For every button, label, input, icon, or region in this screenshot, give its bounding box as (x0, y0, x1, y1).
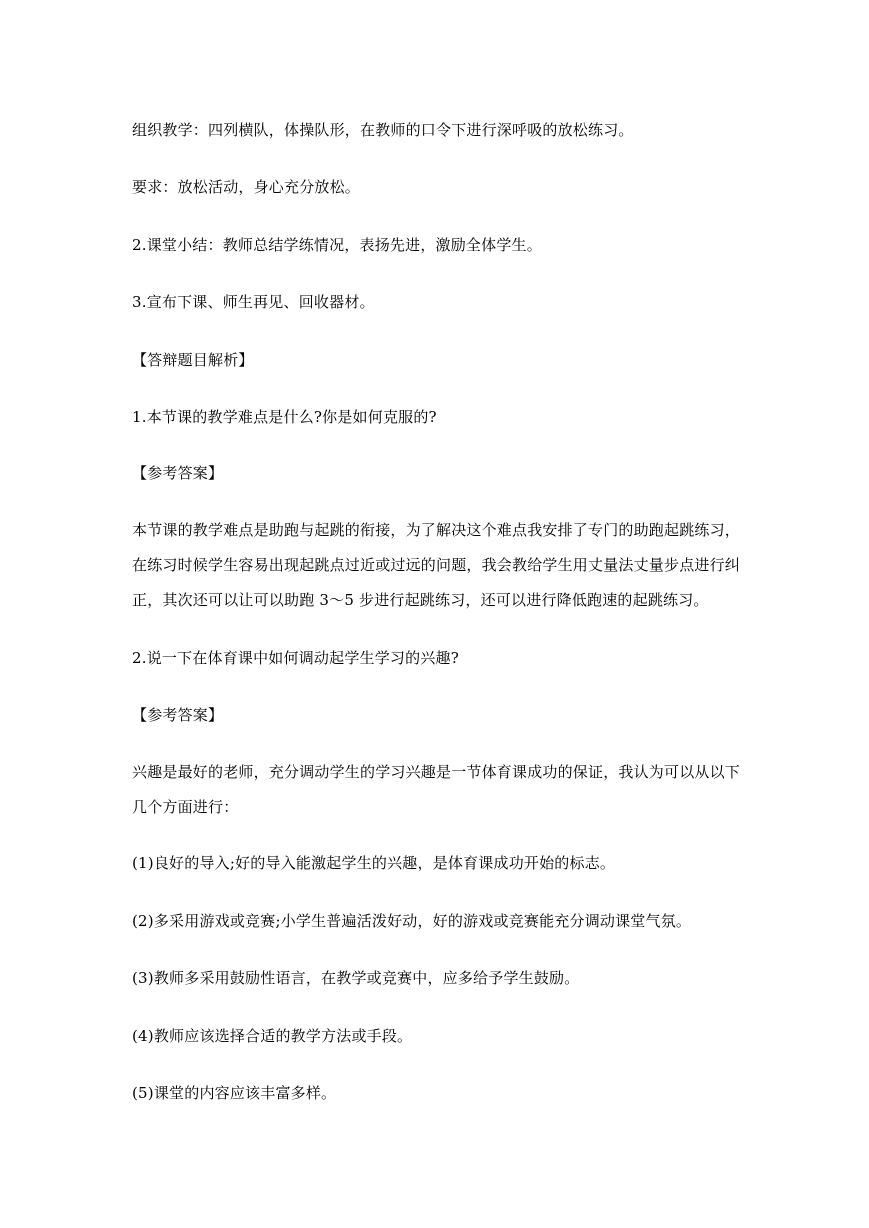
answer-2-line: 几个方面进行： (132, 798, 239, 816)
answer-2-point: (4)教师应该选择合适的教学方法或手段。 (132, 1027, 413, 1045)
answer-heading-1: 【参考答案】 (132, 464, 224, 482)
answer-1-line: 正，其次还可以让可以助跑 3～5 步进行起跳练习，还可以进行降低跑速的起跳练习。 (132, 591, 709, 609)
answer-2-point: (1)良好的导入;好的导入能激起学生的兴趣，是体育课成功开始的标志。 (132, 854, 616, 872)
answer-heading-2: 【参考答案】 (132, 706, 224, 724)
organize-teaching-paragraph: 组织教学：四列横队，体操队形，在教师的口令下进行深呼吸的放松练习。 (132, 121, 634, 139)
answer-2-point: (3)教师多采用鼓励性语言，在教学或竞赛中，应多给予学生鼓励。 (132, 969, 580, 987)
question-2: 2.说一下在体育课中如何调动起学生学习的兴趣? (132, 649, 459, 667)
answer-1-line: 本节课的教学难点是助跑与起跳的衔接，为了解决这个难点我安排了专门的助跑起跳练习， (132, 521, 741, 539)
summary-paragraph: 2.课堂小结：教师总结学练情况，表扬先进，激励全体学生。 (132, 236, 542, 254)
answer-1-line: 在练习时候学生容易出现起跳点过近或过远的问题，我会教给学生用丈量法丈量步点进行纠 (132, 556, 741, 574)
analysis-heading: 【答辩题目解析】 (132, 351, 254, 369)
dismissal-paragraph: 3.宣布下课、师生再见、回收器材。 (132, 293, 375, 311)
question-1: 1.本节课的教学难点是什么?你是如何克服的? (132, 408, 437, 426)
requirement-paragraph: 要求：放松活动，身心充分放松。 (132, 178, 361, 196)
answer-2-line: 兴趣是最好的老师，充分调动学生的学习兴趣是一节体育课成功的保证，我认为可以从以下 (132, 763, 741, 781)
answer-2-point: (2)多采用游戏或竞赛;小学生普遍活泼好动，好的游戏或竞赛能充分调动课堂气氛。 (132, 912, 692, 930)
answer-2-point: (5)课堂的内容应该丰富多样。 (132, 1084, 337, 1102)
